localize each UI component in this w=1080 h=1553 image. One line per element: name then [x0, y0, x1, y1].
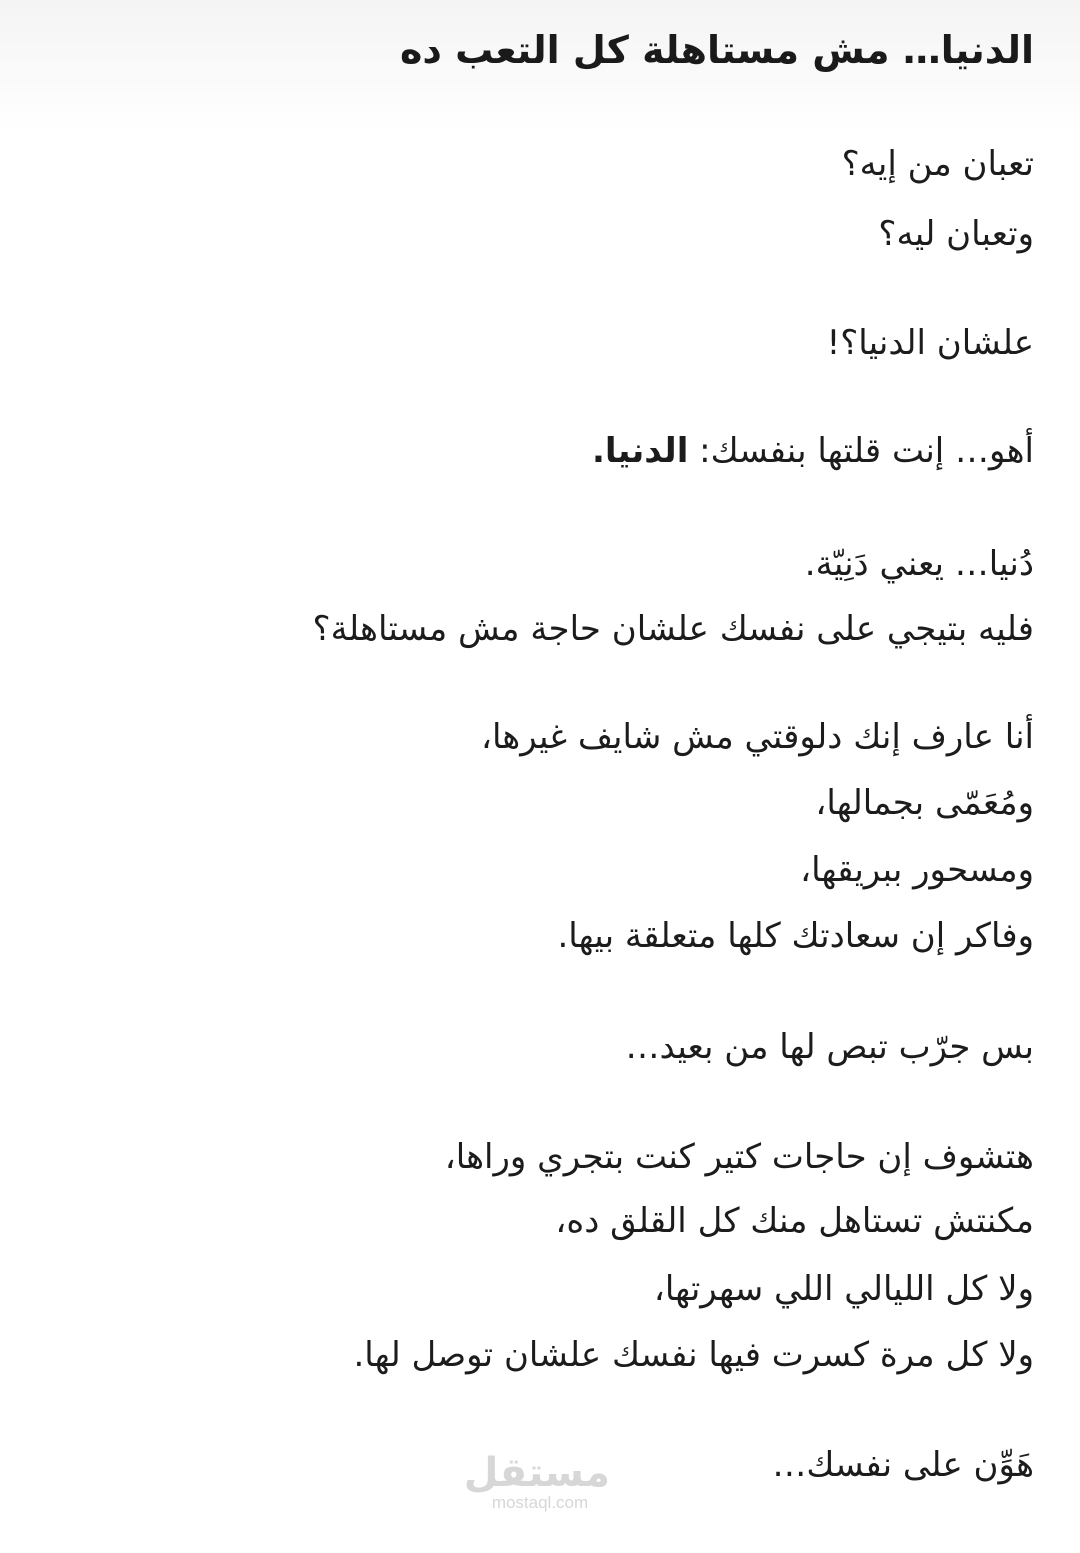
text-line: وتعبان ليه؟: [878, 214, 1034, 254]
text-line: هَوِّن على نفسك…: [772, 1445, 1034, 1485]
text-line: مكنتش تستاهل منك كل القلق ده،: [555, 1201, 1034, 1241]
emphasized-word: الدنيا.: [591, 431, 689, 471]
text-line: وفاكر إن سعادتك كلها متعلقة بيها.: [557, 916, 1034, 956]
text-line-with-emphasis: [592, 426, 1034, 476]
text-line: ولا كل الليالي اللي سهرتها،: [653, 1269, 1034, 1309]
text-line: ومسحور ببريقها،: [800, 850, 1034, 890]
text-line: بس جرّب تبص لها من بعيد…: [625, 1027, 1034, 1067]
text-line: علشان الدنيا؟!: [826, 323, 1034, 363]
text-line: فليه بتيجي على نفسك علشان حاجة مش مستاهلة؟: [312, 609, 1034, 649]
text-segment: أهو… إنت قلتها بنفسك:: [688, 431, 1034, 471]
text-line: هتشوف إن حاجات كتير كنت بتجري وراها،: [444, 1137, 1034, 1177]
watermark-url: mostaql.com: [491, 1493, 589, 1512]
text-line: ولا كل مرة كسرت فيها نفسك علشان توصل لها.: [353, 1335, 1034, 1375]
text-line: أنا عارف إنك دلوقتي مش شايف غيرها،: [480, 717, 1034, 757]
watermark-logo-text: مستقل: [463, 1450, 610, 1496]
text-line: ومُعَمّى بجمالها،: [815, 783, 1034, 823]
text-line: تعبان من إيه؟: [841, 144, 1034, 184]
text-line: دُنيا… يعني دَنِيّة.: [804, 544, 1034, 584]
article-title: الدنيا… مش مستاهلة كل التعب ده: [400, 28, 1034, 72]
